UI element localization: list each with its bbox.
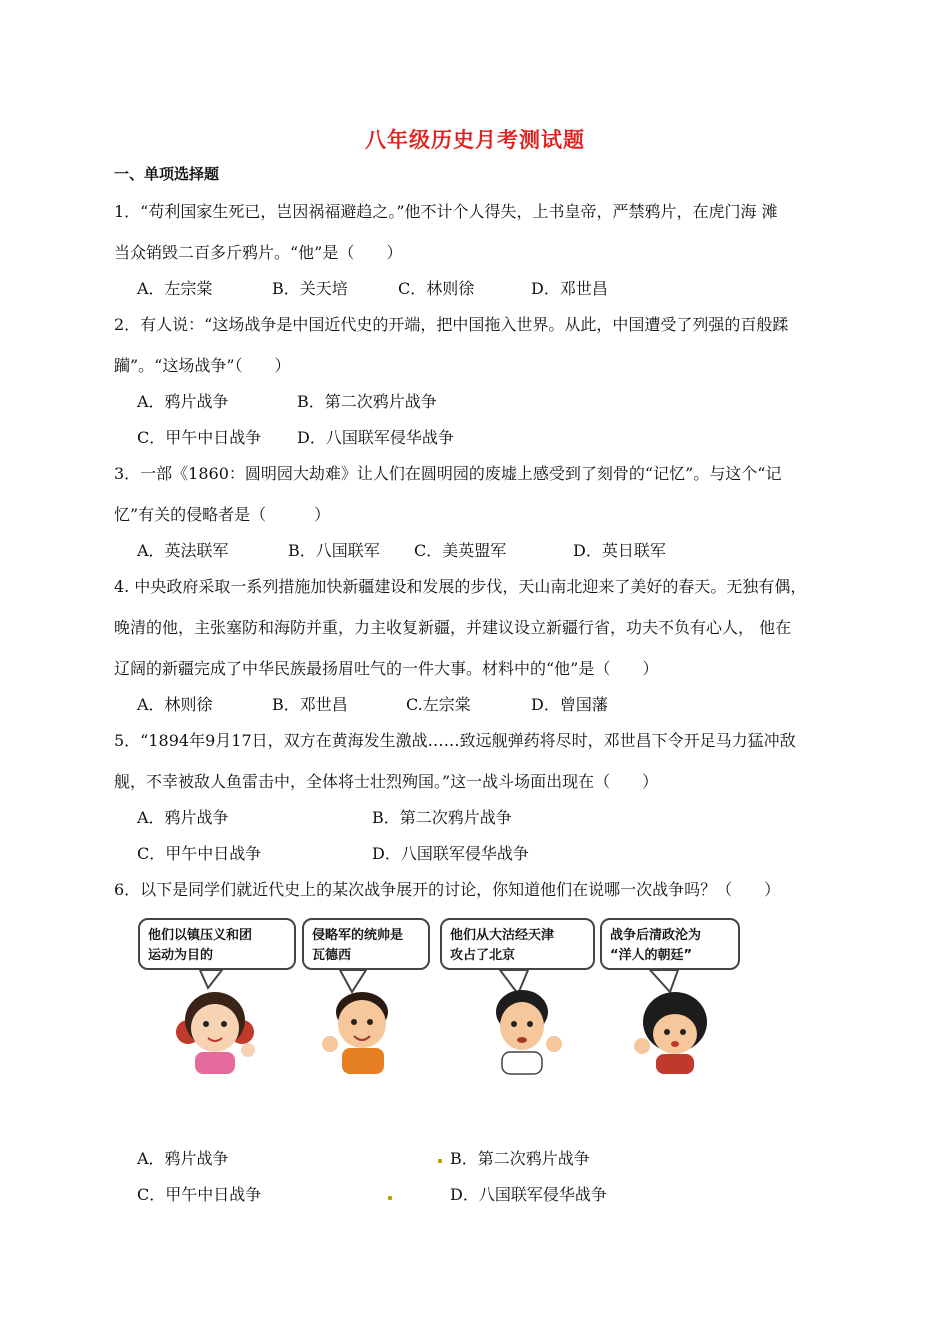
q5-option-a[interactable]: A．鸦片战争 [137, 808, 229, 827]
question-2-line-2: 躏”。“这场战争”（ ） [114, 356, 291, 375]
q2-option-c[interactable]: C．甲午中日战争 [137, 428, 262, 447]
q3-option-b[interactable]: B．八国联军 [288, 541, 380, 560]
q1-option-c[interactable]: C．林则徐 [398, 279, 475, 298]
q3-option-d[interactable]: D．英日联军 [573, 541, 666, 560]
girl-1-figure [176, 992, 255, 1074]
question-4-line-1: 4. 中央政府采取一系列措施加快新疆建设和发展的步伐，天山南北迎来了美好的春天。无独有偶， [114, 577, 807, 596]
bubble-4-line-1: 战争后清政沦为 [610, 928, 702, 943]
q6-option-c[interactable]: C．甲午中日战争 [137, 1185, 262, 1204]
boy-1-figure [322, 992, 388, 1074]
scan-dot [438, 1159, 442, 1163]
question-4-line-2: 晚清的他，主张塞防和海防并重，力主收复新疆，并建议设立新疆行省，功夫不负有心人， 他在 [114, 618, 792, 637]
question-5-line-2: 舰，不幸被敌人鱼雷击中，全体将士壮烈殉国。”这一战斗场面出现在（ ） [114, 772, 659, 791]
q3-option-c[interactable]: C．美英盟军 [414, 541, 507, 560]
question-2-line-1: 2．有人说：“这场战争是中国近代史的开端，把中国拖入世界。从此，中国遭受了列强的百般蹂 [114, 315, 789, 334]
q2-option-b[interactable]: B．第二次鸦片战争 [297, 392, 437, 411]
q4-option-b[interactable]: B．邓世昌 [272, 695, 348, 714]
q4-option-c[interactable]: C.左宗棠 [406, 695, 471, 714]
q3-option-a[interactable]: A．英法联军 [137, 541, 229, 560]
q1-option-d[interactable]: D．邓世昌 [531, 279, 608, 298]
q4-option-a[interactable]: A．林则徐 [137, 695, 213, 714]
bubble-2-line-2: 瓦德西 [312, 948, 352, 963]
q4-option-d[interactable]: D．曾国藩 [531, 695, 608, 714]
question-6-line-1: 6．以下是同学们就近代史上的某次战争展开的讨论，你知道他们在说哪一次战争吗？（ ） [114, 880, 781, 899]
cartoon-illustration [130, 912, 760, 1082]
q5-option-c[interactable]: C．甲午中日战争 [137, 844, 262, 863]
bubble-3-line-1: 他们从大沽经天津 [450, 928, 555, 943]
q5-option-b[interactable]: B．第二次鸦片战争 [372, 808, 512, 827]
q1-option-a[interactable]: A．左宗棠 [137, 279, 213, 298]
q6-option-d[interactable]: D．八国联军侵华战争 [450, 1185, 607, 1204]
bubble-2-line-1: 侵略军的统帅是 [312, 928, 404, 943]
bubble-1-line-1: 他们以镇压义和团 [148, 928, 253, 943]
bubble-1-line-2: 运动为目的 [148, 948, 214, 963]
girl-2-figure [634, 992, 707, 1074]
bubble-3-line-2: 攻占了北京 [450, 948, 516, 963]
q5-option-d[interactable]: D．八国联军侵华战争 [372, 844, 529, 863]
question-3-line-2: 忆”有关的侵略者是（ ） [114, 505, 331, 524]
bubble-4-line-2: “洋人的朝廷” [610, 948, 693, 963]
scan-dot [388, 1196, 392, 1200]
question-4-line-3: 辽阔的新疆完成了中华民族最扬眉吐气的一件大事。材料中的“他”是（ ） [114, 659, 659, 678]
question-5-line-1: 5．“1894年9月17日，双方在黄海发生激战……致远舰弹药将尽时，邓世昌下令开足马力猛冲敌 [114, 731, 796, 750]
q1-option-b[interactable]: B．关天培 [272, 279, 348, 298]
boy-2-figure [496, 990, 562, 1074]
q6-option-b[interactable]: B．第二次鸦片战争 [450, 1149, 590, 1168]
q2-option-d[interactable]: D．八国联军侵华战争 [297, 428, 454, 447]
question-1-line-1: 1．“苟利国家生死已，岂因祸福避趋之。”他不计个人得失，上书皇帝，严禁鸦片，在虎门海 滩 [114, 202, 778, 221]
q6-option-a[interactable]: A．鸦片战争 [137, 1149, 229, 1168]
page-title: 八年级历史月考测试题 [365, 127, 585, 152]
section-heading: 一、单项选择题 [114, 165, 220, 183]
q2-option-a[interactable]: A．鸦片战争 [137, 392, 229, 411]
question-3-line-1: 3．一部《1860：圆明园大劫难》让人们在圆明园的废墟上感受到了刻骨的“记忆”。与这个“记 [114, 464, 782, 483]
cartoon-children [130, 912, 760, 1082]
question-1-line-2: 当众销毁二百多斤鸦片。“他”是（ ） [114, 243, 403, 262]
